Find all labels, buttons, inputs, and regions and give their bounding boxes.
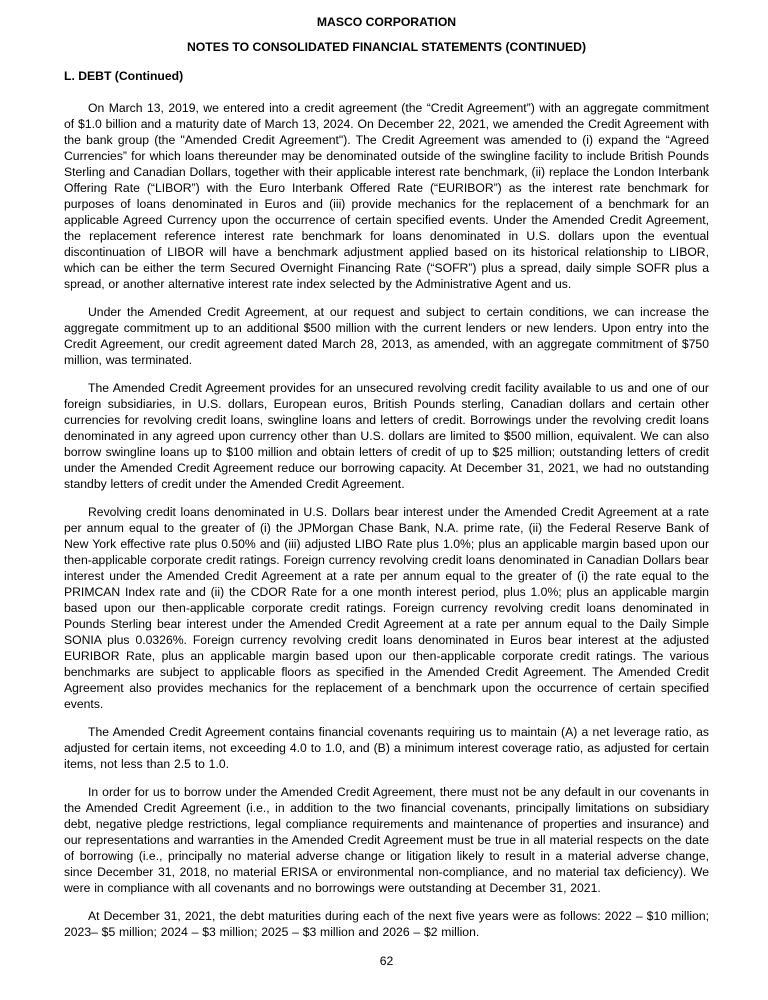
paragraph-borrowing-conditions: In order for us to borrow under the Amended Credit Agreement, there must not be any default in our covenants in the Amended Credit Agreement (i.e., in addition to the two financial covenants, principally limitations on subsidiary debt, negative pledge restrictions, legal compliance requirements and maintenance of properties and insurance) and our representations and warranties in the Amended Credit Agreement must be true in all material respects on the date of borrowing (i.e., principally no material adverse change or litigation likely to result in a material adverse change, since December 31, 2018, no material ERISA or environmental non-compliance, and no material tax deficiency). We were in compliance with all covenants and no borrowings were outstanding at December 31, 2021. — [64, 785, 709, 895]
paragraph-credit-agreement-overview: On March 13, 2019, we entered into a credit agreement (the “Credit Agreement”) with an aggregate commitment of $1.0 billion and a maturity date of March 13, 2024. On December 22, 2021, we amended the Credit Agreement with the bank group (the "Amended Credit Agreement"). The Credit Agreement was amended to (i) expand the “Agreed Currencies” for which loans thereunder may be denominated outside of the swingline facility to include British Pounds Sterling and Canadian Dollars, together with their applicable interest rate benchmark, (ii) replace the London Interbank Offering Rate (“LIBOR”) with the Euro Interbank Offered Rate (“EURIBOR”) as the interest rate benchmark for purposes of loans denominated in Euros and (iii) provide mechanics for the replacement of a benchmark for an applicable Agreed Currency upon the occurrence of certain specified events. Under the Amended Credit Agreement, the replacement reference interest rate benchmark for loans denominated in U.S. dollars upon the eventual discontinuation of LIBOR will have a benchmark adjustment applied based on its historical relationship to LIBOR, which can be either the term Secured Overnight Financing Rate (“SOFR”) plus a spread, daily simple SOFR plus a spread, or another alternative interest rate index selected by the Administrative Agent and us. — [64, 101, 709, 291]
section-heading-debt: L. DEBT (Continued) — [64, 69, 184, 83]
paragraph-revolving-credit-facility: The Amended Credit Agreement provides for an unsecured revolving credit facility available to us and one of our foreign subsidiaries, in U.S. dollars, European euros, British Pounds sterling, Canadian dollars and certain other currencies for revolving credit loans, swingline loans and letters of credit. Borrowings under the revolving credit loans denominated in any agreed upon currency other than U.S. dollars are limited to $500 million, equivalent. We can also borrow swingline loans up to $100 million and obtain letters of credit of up to $25 million; outstanding letters of credit under the Amended Credit Agreement reduce our borrowing capacity. At December 31, 2021, we had no outstanding standby letters of credit under the Amended Credit Agreement. — [64, 381, 709, 491]
paragraph-debt-maturities: At December 31, 2021, the debt maturities during each of the next five years were as follows: 2022 – $10 million; 2023– $5 million; 2024 – $3 million; 2025 – $3 million and 2026 – $2 million. — [64, 909, 709, 939]
document-title: NOTES TO CONSOLIDATED FINANCIAL STATEMENTS (CONTINUED) — [186, 40, 587, 54]
company-name: MASCO CORPORATION — [316, 15, 457, 29]
paragraph-commitment-increase: Under the Amended Credit Agreement, at our request and subject to certain conditions, we can increase the aggregate commitment up to an additional $500 million with the current lenders or new lenders. Upon entry into the Credit Agreement, our credit agreement dated March 28, 2013, as amended, with an aggregate commitment of $750 million, was terminated. — [64, 305, 709, 367]
paragraph-financial-covenants: The Amended Credit Agreement contains financial covenants requiring us to maintain (A) a net leverage ratio, as adjusted for certain items, not exceeding 4.0 to 1.0, and (B) a minimum interest coverage ratio, as adjusted for certain items, not less than 2.5 to 1.0. — [64, 725, 709, 771]
page-number: 62 — [379, 954, 394, 968]
paragraph-interest-rates: Revolving credit loans denominated in U.S. Dollars bear interest under the Amended Credit Agreement at a rate per annum equal to the greater of (i) the JPMorgan Chase Bank, N.A. prime rate, (ii) the Federal Reserve Bank of New York effective rate plus 0.50% and (iii) adjusted LIBO Rate plus 1.0%; plus an applicable margin based upon our then-applicable corporate credit ratings. Foreign currency revolving credit loans denominated in Canadian Dollars bear interest under the Amended Credit Agreement at a rate per annum equal to the greater of (i) the rate equal to the PRIMCAN Index rate and (ii) the CDOR Rate for a one month interest period, plus 1.0%; plus an applicable margin based upon our then-applicable corporate credit ratings. Foreign currency revolving credit loans denominated in Pounds Sterling bear interest under the Amended Credit Agreement at a rate per annum equal to the Daily Simple SONIA plus 0.0326%. Foreign currency revolving credit loans denominated in Euros bear interest at the adjusted EURIBOR Rate, plus an applicable margin based upon our then-applicable corporate credit ratings. The various benchmarks are subject to applicable floors as specified in the Amended Credit Agreement. The Amended Credit Agreement also provides mechanics for the replacement of a benchmark upon the occurrence of certain specified events. — [64, 505, 709, 711]
